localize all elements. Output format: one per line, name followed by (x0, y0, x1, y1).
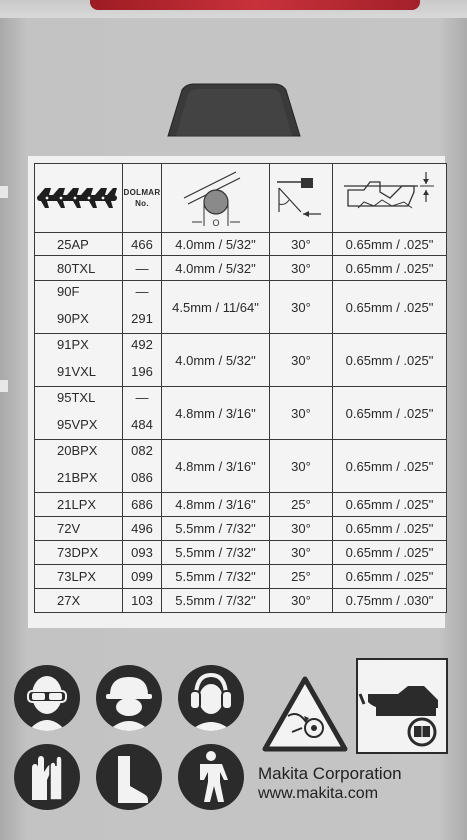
angle-cell: 30° (270, 440, 333, 493)
dolmar-b: 086 (131, 470, 153, 485)
chain-spec-table (34, 163, 447, 613)
dolmar-cell: 103 (123, 589, 162, 613)
filing-angle-header (270, 164, 333, 233)
angle-cell: 30° (270, 541, 333, 565)
table-row (35, 440, 447, 493)
gauge-cell: 0.65mm / .025" (333, 541, 447, 565)
dolmar-cell (123, 440, 162, 493)
angle-cell: 30° (270, 589, 333, 613)
model-cell: 72V (35, 517, 123, 541)
model-cell: 27X (35, 589, 123, 613)
kickback-warning-icon (262, 676, 348, 752)
panel-edge-notch (0, 186, 8, 198)
angle-cell: 30° (270, 517, 333, 541)
gauge-cell: 0.75mm / .030" (333, 589, 447, 613)
table-row (35, 589, 447, 613)
angle-cell: 30° (270, 387, 333, 440)
dolmar-a: 492 (131, 337, 153, 352)
depth-gauge-icon (338, 168, 442, 226)
dolmar-cell: 099 (123, 565, 162, 589)
model-a: 20BPX (57, 443, 98, 458)
dolmar-no-label: No. (135, 199, 149, 208)
file-cell: 4.0mm / 5/32" (162, 256, 270, 281)
safety-boots-icon (96, 744, 162, 810)
gauge-cell: 0.65mm / .025" (333, 440, 447, 493)
gloves-icon (14, 744, 80, 810)
dolmar-cell (123, 387, 162, 440)
table-row (35, 565, 447, 589)
table-row (35, 517, 447, 541)
filing-angle-icon (273, 168, 329, 226)
table-row (35, 493, 447, 517)
depth-gauge-header (333, 164, 447, 233)
file-cell: 4.0mm / 5/32" (162, 334, 270, 387)
table-row (35, 256, 447, 281)
table-row (35, 334, 447, 387)
model-a: 91PX (57, 337, 89, 352)
file-cell: 5.5mm / 7/32" (162, 589, 270, 613)
model-cell: 73DPX (35, 541, 123, 565)
model-cell: 21LPX (35, 493, 123, 517)
model-cell: 73LPX (35, 565, 123, 589)
dolmar-b: 291 (131, 311, 153, 326)
file-cell: 4.8mm / 3/16" (162, 440, 270, 493)
model-b: 95VPX (57, 417, 98, 432)
protective-clothing-icon (178, 744, 244, 810)
dolmar-cell: 686 (123, 493, 162, 517)
hard-hat-icon (96, 665, 162, 731)
file-cell: 4.8mm / 3/16" (162, 387, 270, 440)
model-a: 95TXL (57, 390, 96, 405)
model-cell: 25AP (35, 233, 123, 256)
saw-chain-icon (35, 182, 119, 212)
angle-cell: 30° (270, 334, 333, 387)
gauge-cell: 0.65mm / .025" (333, 387, 447, 440)
model-cell (35, 387, 123, 440)
dolmar-a: — (135, 284, 149, 299)
file-size-header (162, 164, 270, 233)
dolmar-cell: — (123, 256, 162, 281)
dolmar-cell: 496 (123, 517, 162, 541)
gauge-cell: 0.65mm / .025" (333, 233, 447, 256)
file-diameter-marker: O (211, 217, 220, 228)
file-cell: 4.8mm / 3/16" (162, 493, 270, 517)
file-cell: 5.5mm / 7/32" (162, 565, 270, 589)
eye-protection-icon (14, 665, 80, 731)
angle-cell: 30° (270, 233, 333, 256)
model-b: 21BPX (57, 470, 98, 485)
dolmar-cell: 093 (123, 541, 162, 565)
file-cell: 5.5mm / 7/32" (162, 541, 270, 565)
dolmar-cell: 466 (123, 233, 162, 256)
table-row (35, 541, 447, 565)
model-cell (35, 440, 123, 493)
angle-cell: 25° (270, 565, 333, 589)
file-cell: 4.5mm / 11/64" (162, 281, 270, 334)
read-manual-icon (356, 658, 448, 754)
chain-header-cell (35, 164, 123, 233)
gauge-cell: 0.65mm / .025" (333, 517, 447, 541)
panel-edge-notch (0, 380, 8, 392)
dolmar-cell (123, 334, 162, 387)
red-inner-flap (90, 0, 420, 10)
dolmar-label: DOLMAR (123, 188, 161, 197)
dolmar-header (123, 164, 162, 233)
dolmar-cell (123, 281, 162, 334)
dolmar-b: 196 (131, 364, 153, 379)
model-cell (35, 334, 123, 387)
round-file-icon (166, 166, 266, 228)
dolmar-b: 484 (131, 417, 153, 432)
angle-cell: 25° (270, 493, 333, 517)
company-block (258, 764, 458, 804)
angle-cell: 30° (270, 281, 333, 334)
dolmar-a: 082 (131, 443, 153, 458)
table-row (35, 233, 447, 256)
model-cell (35, 281, 123, 334)
dolmar-a: — (135, 390, 149, 405)
model-b: 90PX (57, 311, 89, 326)
company-url: www.makita.com (258, 785, 379, 802)
gauge-cell: 0.65mm / .025" (333, 334, 447, 387)
angle-cell: 30° (270, 256, 333, 281)
table-row (35, 281, 447, 334)
table-row (35, 387, 447, 440)
model-a: 90F (57, 284, 80, 299)
model-cell: 80TXL (35, 256, 123, 281)
hang-hole (150, 82, 318, 138)
gauge-cell: 0.65mm / .025" (333, 493, 447, 517)
gauge-cell: 0.65mm / .025" (333, 281, 447, 334)
ear-protection-icon (178, 665, 244, 731)
company-name: Makita Corporation (258, 764, 402, 783)
file-cell: 5.5mm / 7/32" (162, 517, 270, 541)
gauge-cell: 0.65mm / .025" (333, 256, 447, 281)
model-b: 91VXL (57, 364, 97, 379)
gauge-cell: 0.65mm / .025" (333, 565, 447, 589)
file-cell: 4.0mm / 5/32" (162, 233, 270, 256)
